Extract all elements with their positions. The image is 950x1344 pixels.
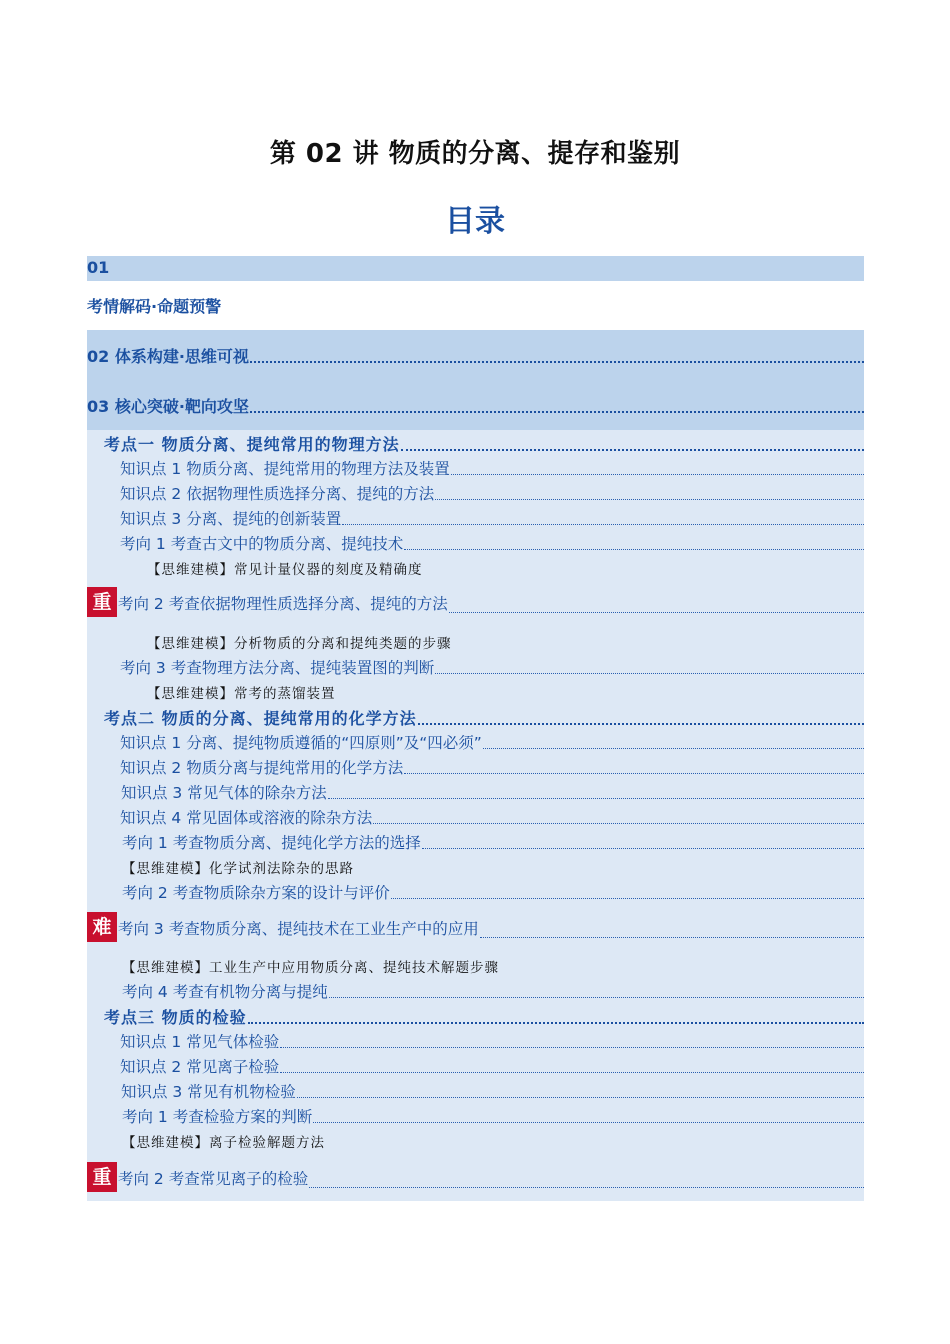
toc-section-02[interactable]: 02 体系构建·思维可视 bbox=[87, 344, 864, 367]
leader-dots bbox=[483, 748, 864, 749]
toc-kd1-model-3[interactable]: 【思维建模】常考的蒸馏装置 bbox=[147, 686, 336, 702]
leader-dots bbox=[250, 361, 864, 363]
toc-kd3-kaoxiang-1[interactable]: 考向 1 考查检验方案的判断 bbox=[87, 1105, 864, 1127]
toc-kd1-kaoxiang-2[interactable]: 重 考向 2 考查依据物理性质选择分离、提纯的方法 bbox=[87, 587, 864, 617]
toc-kaodian-2[interactable]: 考点二 物质的分离、提纯常用的化学方法 bbox=[87, 706, 864, 729]
toc-heading: 目录 bbox=[445, 204, 505, 239]
toc-kd1-model-2[interactable]: 【思维建模】分析物质的分离和提纯类题的步骤 bbox=[147, 636, 452, 652]
toc-kd2-model-1[interactable]: 【思维建模】化学试剂法除杂的思路 bbox=[122, 861, 354, 877]
leader-dots bbox=[248, 1022, 864, 1024]
toc-section-03[interactable]: 03 核心突破·靶向攻坚 bbox=[87, 394, 864, 417]
leader-dots bbox=[328, 798, 864, 799]
toc-kd3-zhishidian-2[interactable]: 知识点 2 常见离子检验 bbox=[87, 1055, 864, 1077]
toc-kaodian-3[interactable]: 考点三 物质的检验 bbox=[87, 1005, 864, 1028]
leader-dots bbox=[418, 723, 864, 725]
leader-dots bbox=[342, 524, 864, 525]
leader-dots bbox=[422, 848, 864, 849]
leader-dots bbox=[404, 773, 864, 774]
toc-kd2-kaoxiang-3[interactable]: 难 考向 3 考查物质分离、提纯技术在工业生产中的应用 bbox=[87, 912, 864, 942]
leader-dots bbox=[435, 499, 864, 500]
toc-kd2-zhishidian-4[interactable]: 知识点 4 常见固体或溶液的除杂方法 bbox=[87, 806, 864, 828]
toc-kd1-zhishidian-3[interactable]: 知识点 3 分离、提纯的创新装置 bbox=[87, 507, 864, 529]
toc-kd3-model-1[interactable]: 【思维建模】离子检验解题方法 bbox=[122, 1135, 325, 1151]
toc-kd1-zhishidian-1[interactable]: 知识点 1 物质分离、提纯常用的物理方法及装置 bbox=[87, 457, 864, 479]
toc-kd3-kaoxiang-2[interactable]: 重 考向 2 考查常见离子的检验 bbox=[87, 1162, 864, 1192]
toc-kd1-kaoxiang-1[interactable]: 考向 1 考查古文中的物质分离、提纯技术 bbox=[87, 532, 864, 554]
leader-dots bbox=[404, 549, 864, 550]
leader-dots bbox=[401, 449, 864, 451]
key-point-badge: 重 bbox=[87, 1162, 117, 1192]
toc-kd2-kaoxiang-4[interactable]: 考向 4 考查有机物分离与提纯 bbox=[87, 980, 864, 1002]
toc-kd2-zhishidian-1[interactable]: 知识点 1 分离、提纯物质遵循的“四原则”及“四必须” bbox=[87, 731, 864, 753]
toc-kd2-zhishidian-3[interactable]: 知识点 3 常见气体的除杂方法 bbox=[87, 781, 864, 803]
leader-dots bbox=[280, 1047, 864, 1048]
toc-kd3-zhishidian-1[interactable]: 知识点 1 常见气体检验 bbox=[87, 1030, 864, 1052]
document-title: 第 02 讲 物质的分离、提存和鉴别 bbox=[269, 139, 681, 169]
leader-dots bbox=[451, 474, 864, 475]
leader-dots bbox=[250, 411, 864, 413]
toc-kd1-zhishidian-2[interactable]: 知识点 2 依据物理性质选择分离、提纯的方法 bbox=[87, 482, 864, 504]
toc-kd1-kaoxiang-3[interactable]: 考向 3 考查物理方法分离、提纯装置图的判断 bbox=[87, 656, 864, 678]
toc-kd2-kaoxiang-2[interactable]: 考向 2 考查物质除杂方案的设计与评价 bbox=[87, 881, 864, 903]
key-point-badge: 重 bbox=[87, 587, 117, 617]
leader-dots bbox=[435, 673, 864, 674]
toc-kd2-zhishidian-2[interactable]: 知识点 2 物质分离与提纯常用的化学方法 bbox=[87, 756, 864, 778]
difficult-point-badge: 难 bbox=[87, 912, 117, 942]
leader-dots bbox=[449, 612, 864, 613]
leader-dots bbox=[373, 823, 864, 824]
toc-kd3-zhishidian-3[interactable]: 知识点 3 常见有机物检验 bbox=[87, 1080, 864, 1102]
toc-kd2-kaoxiang-1[interactable]: 考向 1 考查物质分离、提纯化学方法的选择 bbox=[87, 831, 864, 853]
leader-dots bbox=[313, 1122, 864, 1123]
toc-section-01-number[interactable]: 01 bbox=[87, 258, 110, 277]
toc-kd1-model-1[interactable]: 【思维建模】常见计量仪器的刻度及精确度 bbox=[147, 562, 423, 578]
leader-dots bbox=[297, 1097, 864, 1098]
leader-dots bbox=[329, 997, 864, 998]
leader-dots bbox=[309, 1187, 864, 1188]
leader-dots bbox=[391, 898, 864, 899]
toc-kd2-model-2[interactable]: 【思维建模】工业生产中应用物质分离、提纯技术解题步骤 bbox=[122, 960, 499, 976]
toc-kaodian-1[interactable]: 考点一 物质分离、提纯常用的物理方法 bbox=[87, 432, 864, 455]
leader-dots bbox=[280, 1072, 864, 1073]
toc-section-01-title[interactable]: 考情解码·命题预警 bbox=[87, 297, 222, 316]
leader-dots bbox=[480, 937, 864, 938]
